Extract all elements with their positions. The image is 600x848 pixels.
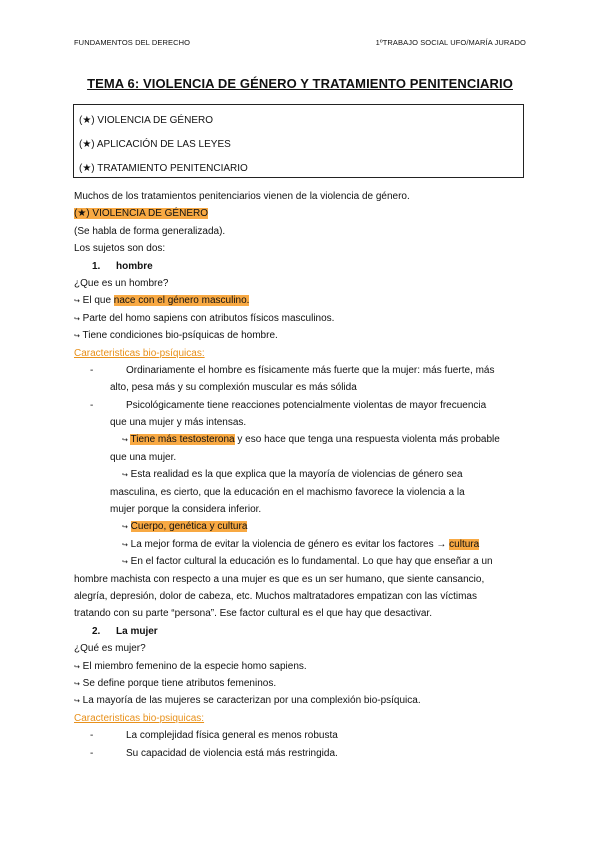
hombre-carac-title: Caracteristicas bio-psíquicas: [74,347,205,359]
mujer-point-3: ↪ La mayoría de las mujeres se caracterizan por una complexión bio-psíquica. [74,695,421,707]
arrow-icon: ↪ [74,333,80,341]
mujer-heading [74,623,528,640]
arrow-icon: ↪ [74,298,80,306]
header-author: 1ºTRABAJO SOCIAL UFO/MARÍA JURADO [375,38,526,47]
sub-point-cuerpo [74,518,528,535]
hombre-bullet-2: - Psicológicamente tiene reacciones potencialmente violentas de mayor frecuencia [90,399,487,411]
arrow-icon: ↪ [122,524,128,532]
hombre-point-2: ↪ Parte del homo sapiens con atributos físicos masculinos. [74,312,335,324]
cultural-cont-3: tratando con su parte “persona”. Ese factor cultural es el que hay que desactivar. [74,608,432,620]
toc-item-leyes: (★) APLICACIÓN DE LAS LEYES [79,139,231,150]
sub-point-evitar: ↪ La mejor forma de evitar la violencia de género es evitar los factores → cultura [122,538,480,550]
mujer-number: 2. [92,625,101,637]
page-header [74,38,526,47]
arrow-icon: ↪ [74,680,80,688]
arrow-icon: ↪ [74,315,80,323]
mujer-point-2: ↪ Se define porque tiene atributos femeninos. [74,677,277,689]
toc-item-tratamiento: (★) TRATAMIENTO PENITENCIARIO [79,163,248,174]
mujer-point-1: ↪ El miembro femenino de la especie homo sapiens. [74,660,307,672]
highlight-cultura: cultura [449,538,480,550]
arrow-icon: ↪ [122,437,128,445]
arrow-icon: ↪ [122,472,128,480]
subjects-text: Los sujetos son dos: [74,243,166,255]
sub-point-realidad-cont-1: masculina, es cierto, que la educación en el machismo favorece la violencia a la [110,486,465,498]
mujer-question: ¿Qué es mujer? [74,643,146,655]
hombre-bullet-1: - Ordinariamente el hombre es físicamente más fuerte que la mujer: más fuerte, más [90,364,495,376]
hombre-point-1: ↪ El que nace con el género masculino. [74,295,250,307]
hombre-label: hombre [116,260,153,272]
mujer-bullet-2: - Su capacidad de violencia está más restringida. [90,747,338,759]
arrow-icon: ↪ [74,698,80,706]
cultural-cont-1: hombre machista con respecto a una mujer es que es un ser humano, que siente cansancio, [74,573,485,585]
mujer-bullet-1: - La complejidad física general es menos robusta [90,730,338,742]
cultural-cont-2: alegría, depresión, dolor de cabeza, etc. Muchos maltratadores empatizan con las víctimas [74,590,477,602]
document-body [74,188,528,762]
table-of-contents [73,104,524,178]
sub-point-testosterona-cont: que una mujer. [110,451,177,463]
generalized-note: (Se habla de forma generalizada). [74,225,226,237]
highlight-nace: nace con el género masculino. [113,295,250,307]
mujer-label: La mujer [116,625,158,637]
hombre-question: ¿Que es un hombre? [74,277,169,289]
intro-text: Muchos de los tratamientos penitenciarios vienen de la violencia de género. [74,191,410,202]
hombre-point-3: ↪ Tiene condiciones bio-psíquicas de hombre. [74,330,278,342]
header-course: FUNDAMENTOS DEL DERECHO [74,38,191,47]
sub-point-cultural: ↪ En el factor cultural la educación es lo fundamental. Lo que hay que enseñar a un [122,556,493,568]
highlight-testosterona: Tiene más testosterona [130,434,235,446]
arrow-icon: ↪ [122,559,128,567]
sub-point-testosterona: ↪ Tiene más testosterona y eso hace que tenga una respuesta violenta más probable [122,434,500,446]
toc-item-violencia: (★) VIOLENCIA DE GÉNERO [79,115,213,126]
section-heading-highlight: (★) VIOLENCIA DE GÉNERO [74,208,208,220]
section-heading [74,205,528,222]
page-title: TEMA 6: VIOLENCIA DE GÉNERO Y TRATAMIENTO PENITENCIARIO [87,76,513,91]
hombre-bullet-2-cont: que una mujer y más intensas. [110,417,247,429]
highlight-cuerpo: Cuerpo, genética y cultura [130,521,248,533]
sub-point-realidad: ↪ Esta realidad es la que explica que la mayoría de violencias de género sea [122,469,463,481]
hombre-heading [74,258,528,275]
hombre-number: 1. [92,260,101,272]
mujer-carac-title: Caracteristicas bio-psiquicas: [74,712,205,724]
arrow-icon: ↪ [74,663,80,671]
hombre-bullet-1-cont: alto, pesa más y su complexión muscular es más sólida [110,382,357,394]
sub-point-realidad-cont-2: mujer porque la considera inferior. [110,504,262,516]
arrow-icon: ↪ [122,541,128,549]
